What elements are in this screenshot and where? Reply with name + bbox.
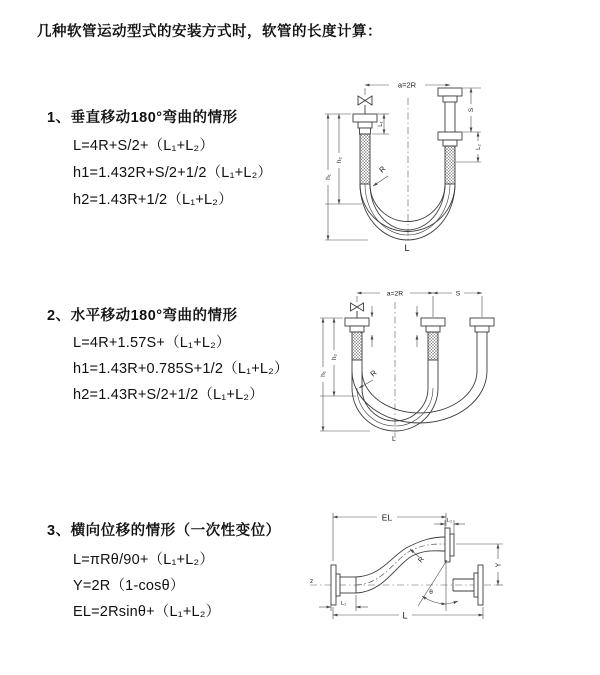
right-flange-lower xyxy=(438,132,462,146)
valve-icon xyxy=(351,303,364,318)
section-1-formula-h1: h1=1.432R+S/2+1/2（L₁+L₂） xyxy=(73,165,273,181)
section-1-heading: 1、垂直移动180°弯曲的情形 xyxy=(47,110,238,126)
dim-label-l1: L₁ xyxy=(378,121,384,127)
axis-label-z: z xyxy=(310,578,314,585)
dim-label-y: Y xyxy=(495,562,503,568)
valve-icon xyxy=(358,96,372,114)
u-bend-hoses xyxy=(352,371,487,431)
left-braided-hose xyxy=(352,332,362,360)
dim-label-l1: L₁ xyxy=(341,601,346,607)
length-label: L xyxy=(392,436,396,443)
dim-label-s: S xyxy=(468,107,475,113)
right-braided-hose xyxy=(445,146,455,184)
section-3-heading: 3、横向位移的情形（一次性变位） xyxy=(47,523,281,539)
dim-label-el: EL xyxy=(381,512,393,523)
angle-label-theta: θ xyxy=(429,589,433,596)
section-2-formula-h1: h1=1.43R+0.785S+1/2（L₁+L₂） xyxy=(73,361,289,377)
diagram-2-svg xyxy=(310,276,600,461)
section-3-formula-EL: EL=2Rsinθ+（L₁+L₂） xyxy=(73,604,221,620)
dim-label-a2r: a=2R xyxy=(397,80,417,90)
middle-braided-hose xyxy=(428,332,438,360)
diagram-3-svg xyxy=(300,503,600,648)
radius-label: R xyxy=(368,368,379,379)
section-3-formula-L: L=πRθ/90+（L₁+L₂） xyxy=(73,552,215,568)
section-2-heading: 2、水平移动180°弯曲的情形 xyxy=(47,308,238,324)
section-2-formula-L: L=4R+1.57S+（L₁+L₂） xyxy=(73,335,231,351)
right-flange xyxy=(470,318,494,332)
dim-label-l2: L₂ xyxy=(446,518,453,524)
radius-label: R xyxy=(417,555,426,565)
left-flange xyxy=(345,318,369,332)
dim-label-s: S xyxy=(455,290,461,298)
dim-label-a2r: a=2R xyxy=(386,290,404,298)
u-bend-hose xyxy=(360,184,455,240)
section-2-formula-h2: h2=1.43R+S/2+1/2（L₁+L₂） xyxy=(73,387,264,403)
radius-label: R xyxy=(377,164,388,175)
dim-label-h2: h₂ xyxy=(331,353,338,361)
dim-label-h2: h₂ xyxy=(336,156,343,164)
upper-flange xyxy=(445,528,454,562)
dim-label-h1: h₁ xyxy=(325,174,332,180)
left-flange xyxy=(353,114,377,134)
diagram-1-svg xyxy=(318,74,488,254)
section-1-formula-L: L=4R+S/2+（L₁+L₂） xyxy=(73,138,215,154)
section-3-formula-Y: Y=2R（1-cosθ） xyxy=(73,578,185,594)
length-label: L xyxy=(402,610,408,621)
page-title: 几种软管运动型式的安装方式时，软管的长度计算： xyxy=(37,24,382,40)
diagram-lateral-displacement xyxy=(300,503,600,648)
diagram-vertical-180-bend xyxy=(318,74,488,254)
end-length-arrows xyxy=(372,306,417,347)
left-braided-hose xyxy=(360,134,370,184)
dim-label-h1: h₁ xyxy=(320,371,327,377)
length-label: L xyxy=(404,243,410,253)
right-flange-upper xyxy=(438,88,462,102)
dim-label-l2: L₂ xyxy=(476,144,482,150)
diagram-horizontal-180-bend xyxy=(310,276,600,461)
section-1-formula-h2: h2=1.43R+1/2（L₁+L₂） xyxy=(73,192,233,208)
angle-construction xyxy=(418,560,458,611)
middle-flange xyxy=(421,318,445,332)
